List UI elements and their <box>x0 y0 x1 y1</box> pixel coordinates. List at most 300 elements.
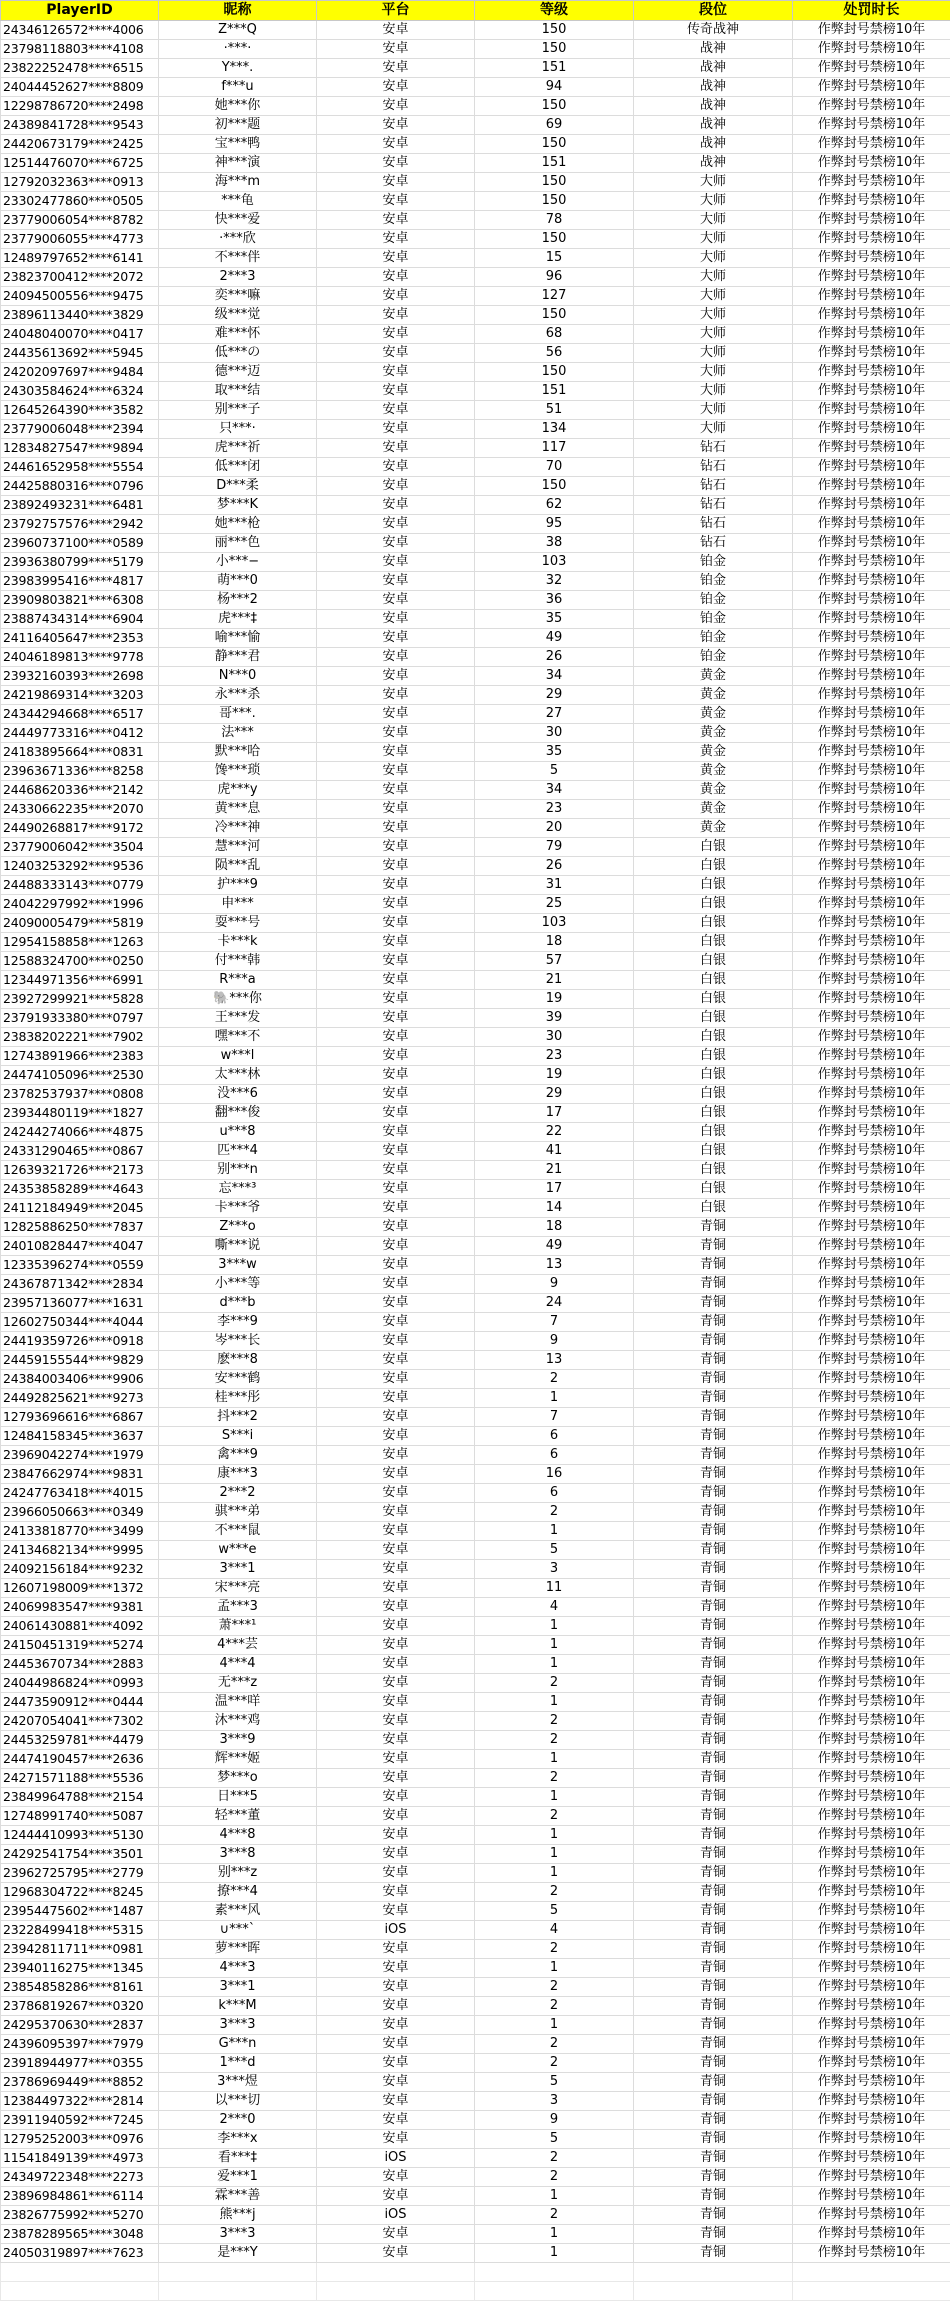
platform-cell[interactable]: 安卓 <box>317 135 475 154</box>
player-id-cell[interactable]: 24474105096****2530 <box>1 1066 159 1085</box>
level-cell[interactable]: 2 <box>475 1503 634 1522</box>
level-cell[interactable]: 150 <box>475 477 634 496</box>
level-cell[interactable]: 5 <box>475 2130 634 2149</box>
level-cell[interactable]: 23 <box>475 800 634 819</box>
player-id-cell[interactable]: 12403253292****9536 <box>1 857 159 876</box>
level-cell[interactable]: 25 <box>475 895 634 914</box>
platform-cell[interactable]: 安卓 <box>317 325 475 344</box>
nickname-cell[interactable]: 看***‡ <box>159 2149 317 2168</box>
player-id-cell[interactable]: 24353858289****4643 <box>1 1180 159 1199</box>
platform-cell[interactable]: iOS <box>317 2149 475 2168</box>
platform-cell[interactable]: 安卓 <box>317 1940 475 1959</box>
penalty-cell[interactable]: 作弊封号禁榜10年 <box>793 1788 950 1807</box>
nickname-cell[interactable]: 王***发 <box>159 1009 317 1028</box>
platform-cell[interactable]: 安卓 <box>317 268 475 287</box>
empty-cell[interactable] <box>793 2263 950 2282</box>
penalty-cell[interactable]: 作弊封号禁榜10年 <box>793 952 950 971</box>
rank-cell[interactable]: 黄金 <box>634 705 793 724</box>
platform-cell[interactable]: 安卓 <box>317 1294 475 1313</box>
nickname-cell[interactable]: 3***3 <box>159 2225 317 2244</box>
level-cell[interactable]: 1 <box>475 1617 634 1636</box>
nickname-cell[interactable]: 3***1 <box>159 1978 317 1997</box>
player-id-cell[interactable]: 24331290465****0867 <box>1 1142 159 1161</box>
penalty-cell[interactable]: 作弊封号禁榜10年 <box>793 2225 950 2244</box>
nickname-cell[interactable]: 丽***色 <box>159 534 317 553</box>
platform-cell[interactable]: 安卓 <box>317 192 475 211</box>
rank-cell[interactable]: 战神 <box>634 116 793 135</box>
rank-cell[interactable]: 青铜 <box>634 1275 793 1294</box>
platform-cell[interactable]: 安卓 <box>317 1769 475 1788</box>
platform-cell[interactable]: 安卓 <box>317 629 475 648</box>
platform-cell[interactable]: 安卓 <box>317 458 475 477</box>
level-cell[interactable]: 79 <box>475 838 634 857</box>
platform-cell[interactable]: 安卓 <box>317 477 475 496</box>
level-cell[interactable]: 9 <box>475 2111 634 2130</box>
player-id-cell[interactable]: 24207054041****7302 <box>1 1712 159 1731</box>
level-cell[interactable]: 1 <box>475 1693 634 1712</box>
rank-cell[interactable]: 青铜 <box>634 1940 793 1959</box>
player-id-cell[interactable]: 24389841728****9543 <box>1 116 159 135</box>
platform-cell[interactable]: 安卓 <box>317 211 475 230</box>
player-id-cell[interactable]: 24492825621****9273 <box>1 1389 159 1408</box>
penalty-cell[interactable]: 作弊封号禁榜10年 <box>793 1256 950 1275</box>
nickname-cell[interactable]: 桂***彤 <box>159 1389 317 1408</box>
level-cell[interactable]: 70 <box>475 458 634 477</box>
platform-cell[interactable]: 安卓 <box>317 1161 475 1180</box>
player-id-cell[interactable]: 24271571188****5536 <box>1 1769 159 1788</box>
level-cell[interactable]: 2 <box>475 1731 634 1750</box>
nickname-cell[interactable]: 岑***长 <box>159 1332 317 1351</box>
rank-cell[interactable]: 大师 <box>634 420 793 439</box>
nickname-cell[interactable]: u***8 <box>159 1123 317 1142</box>
nickname-cell[interactable]: 4***芸 <box>159 1636 317 1655</box>
penalty-cell[interactable]: 作弊封号禁榜10年 <box>793 648 950 667</box>
level-cell[interactable]: 150 <box>475 363 634 382</box>
penalty-cell[interactable]: 作弊封号禁榜10年 <box>793 1598 950 1617</box>
player-id-cell[interactable]: 24367871342****2834 <box>1 1275 159 1294</box>
level-cell[interactable]: 30 <box>475 724 634 743</box>
player-id-cell[interactable]: 23782537937****0808 <box>1 1085 159 1104</box>
player-id-cell[interactable]: 24094500556****9475 <box>1 287 159 306</box>
penalty-cell[interactable]: 作弊封号禁榜10年 <box>793 572 950 591</box>
rank-cell[interactable]: 大师 <box>634 173 793 192</box>
penalty-cell[interactable]: 作弊封号禁榜10年 <box>793 1484 950 1503</box>
rank-cell[interactable]: 白银 <box>634 1180 793 1199</box>
penalty-cell[interactable]: 作弊封号禁榜10年 <box>793 211 950 230</box>
player-id-cell[interactable]: 24488333143****0779 <box>1 876 159 895</box>
nickname-cell[interactable]: 梦***o <box>159 1769 317 1788</box>
player-id-cell[interactable]: 24219869314****3203 <box>1 686 159 705</box>
rank-cell[interactable]: 大师 <box>634 325 793 344</box>
rank-cell[interactable]: 青铜 <box>634 1560 793 1579</box>
rank-cell[interactable]: 青铜 <box>634 1712 793 1731</box>
penalty-cell[interactable]: 作弊封号禁榜10年 <box>793 819 950 838</box>
player-id-cell[interactable]: 23838202221****7902 <box>1 1028 159 1047</box>
nickname-cell[interactable]: 冷***神 <box>159 819 317 838</box>
player-id-cell[interactable]: 24349722348****2273 <box>1 2168 159 2187</box>
player-id-cell[interactable]: 23940116275****1345 <box>1 1959 159 1978</box>
player-id-cell[interactable]: 23936380799****5179 <box>1 553 159 572</box>
platform-cell[interactable]: 安卓 <box>317 781 475 800</box>
rank-cell[interactable]: 青铜 <box>634 1807 793 1826</box>
penalty-cell[interactable]: 作弊封号禁榜10年 <box>793 496 950 515</box>
player-id-cell[interactable]: 12968304722****8245 <box>1 1883 159 1902</box>
rank-cell[interactable]: 青铜 <box>634 1256 793 1275</box>
penalty-cell[interactable]: 作弊封号禁榜10年 <box>793 2187 950 2206</box>
platform-cell[interactable]: 安卓 <box>317 439 475 458</box>
level-cell[interactable]: 15 <box>475 249 634 268</box>
rank-cell[interactable]: 铂金 <box>634 648 793 667</box>
player-id-cell[interactable]: 24344294668****6517 <box>1 705 159 724</box>
nickname-cell[interactable]: 康***3 <box>159 1465 317 1484</box>
platform-cell[interactable]: 安卓 <box>317 116 475 135</box>
nickname-cell[interactable]: 难***怀 <box>159 325 317 344</box>
nickname-cell[interactable]: 2***2 <box>159 1484 317 1503</box>
rank-cell[interactable]: 青铜 <box>634 1218 793 1237</box>
rank-cell[interactable]: 黄金 <box>634 686 793 705</box>
rank-cell[interactable]: 大师 <box>634 287 793 306</box>
penalty-cell[interactable]: 作弊封号禁榜10年 <box>793 21 950 40</box>
player-id-cell[interactable]: 23847662974****9831 <box>1 1465 159 1484</box>
rank-cell[interactable]: 钻石 <box>634 477 793 496</box>
nickname-cell[interactable]: 护***9 <box>159 876 317 895</box>
nickname-cell[interactable]: 3***9 <box>159 1731 317 1750</box>
platform-cell[interactable]: 安卓 <box>317 1123 475 1142</box>
penalty-cell[interactable]: 作弊封号禁榜10年 <box>793 401 950 420</box>
nickname-cell[interactable]: 嘿***不 <box>159 1028 317 1047</box>
platform-cell[interactable]: 安卓 <box>317 1598 475 1617</box>
penalty-cell[interactable]: 作弊封号禁榜10年 <box>793 553 950 572</box>
nickname-cell[interactable]: 萌***0 <box>159 572 317 591</box>
level-cell[interactable]: 20 <box>475 819 634 838</box>
player-id-cell[interactable]: 23826775992****5270 <box>1 2206 159 2225</box>
level-cell[interactable]: 150 <box>475 306 634 325</box>
nickname-cell[interactable]: D***柔 <box>159 477 317 496</box>
player-id-cell[interactable]: 23779006042****3504 <box>1 838 159 857</box>
player-id-cell[interactable]: 23302477860****0505 <box>1 192 159 211</box>
rank-cell[interactable]: 战神 <box>634 154 793 173</box>
nickname-cell[interactable]: 3***煜 <box>159 2073 317 2092</box>
penalty-cell[interactable]: 作弊封号禁榜10年 <box>793 1902 950 1921</box>
level-cell[interactable]: 95 <box>475 515 634 534</box>
player-id-cell[interactable]: 24044986824****0993 <box>1 1674 159 1693</box>
rank-cell[interactable]: 青铜 <box>634 2225 793 2244</box>
nickname-cell[interactable]: 默***哈 <box>159 743 317 762</box>
rank-cell[interactable]: 白银 <box>634 1028 793 1047</box>
platform-cell[interactable]: 安卓 <box>317 895 475 914</box>
nickname-cell[interactable]: 骐***弟 <box>159 1503 317 1522</box>
empty-cell[interactable] <box>1 2263 159 2282</box>
penalty-cell[interactable]: 作弊封号禁榜10年 <box>793 1218 950 1237</box>
penalty-cell[interactable]: 作弊封号禁榜10年 <box>793 1921 950 1940</box>
player-id-cell[interactable]: 12743891966****2383 <box>1 1047 159 1066</box>
platform-cell[interactable]: 安卓 <box>317 686 475 705</box>
rank-cell[interactable]: 青铜 <box>634 1332 793 1351</box>
level-cell[interactable]: 2 <box>475 2168 634 2187</box>
player-id-cell[interactable]: 24303584624****6324 <box>1 382 159 401</box>
platform-cell[interactable]: 安卓 <box>317 2092 475 2111</box>
platform-cell[interactable]: 安卓 <box>317 1693 475 1712</box>
rank-cell[interactable]: 青铜 <box>634 1465 793 1484</box>
player-id-cell[interactable]: 24346126572****4006 <box>1 21 159 40</box>
level-cell[interactable]: 1 <box>475 1522 634 1541</box>
player-id-cell[interactable]: 23957136077****1631 <box>1 1294 159 1313</box>
nickname-cell[interactable]: S***i <box>159 1427 317 1446</box>
nickname-cell[interactable]: 4***3 <box>159 1959 317 1978</box>
level-cell[interactable]: 5 <box>475 762 634 781</box>
penalty-cell[interactable]: 作弊封号禁榜10年 <box>793 1351 950 1370</box>
level-cell[interactable]: 1 <box>475 1636 634 1655</box>
platform-cell[interactable]: 安卓 <box>317 154 475 173</box>
penalty-cell[interactable]: 作弊封号禁榜10年 <box>793 1674 950 1693</box>
penalty-cell[interactable]: 作弊封号禁榜10年 <box>793 838 950 857</box>
level-cell[interactable]: 69 <box>475 116 634 135</box>
platform-cell[interactable]: 安卓 <box>317 1978 475 1997</box>
rank-cell[interactable]: 青铜 <box>634 1769 793 1788</box>
level-cell[interactable]: 1 <box>475 1788 634 1807</box>
nickname-cell[interactable]: 杨***2 <box>159 591 317 610</box>
level-cell[interactable]: 13 <box>475 1256 634 1275</box>
level-cell[interactable]: 35 <box>475 743 634 762</box>
player-id-cell[interactable]: 24112184949****2045 <box>1 1199 159 1218</box>
nickname-cell[interactable]: 4***8 <box>159 1826 317 1845</box>
rank-cell[interactable]: 白银 <box>634 952 793 971</box>
nickname-cell[interactable]: 卡***爷 <box>159 1199 317 1218</box>
level-cell[interactable]: 5 <box>475 1902 634 1921</box>
platform-cell[interactable]: 安卓 <box>317 1047 475 1066</box>
nickname-cell[interactable]: 只***· <box>159 420 317 439</box>
player-id-cell[interactable]: 23962725795****2779 <box>1 1864 159 1883</box>
penalty-cell[interactable]: 作弊封号禁榜10年 <box>793 344 950 363</box>
platform-cell[interactable]: 安卓 <box>317 306 475 325</box>
player-id-cell[interactable]: 24092156184****9232 <box>1 1560 159 1579</box>
penalty-cell[interactable]: 作弊封号禁榜10年 <box>793 933 950 952</box>
rank-cell[interactable]: 青铜 <box>634 1427 793 1446</box>
player-id-cell[interactable]: 23228499418****5315 <box>1 1921 159 1940</box>
nickname-cell[interactable]: 🐘***你 <box>159 990 317 1009</box>
player-id-cell[interactable]: 23878289565****3048 <box>1 2225 159 2244</box>
platform-cell[interactable]: 安卓 <box>317 2168 475 2187</box>
penalty-cell[interactable]: 作弊封号禁榜10年 <box>793 1104 950 1123</box>
level-cell[interactable]: 4 <box>475 1598 634 1617</box>
platform-cell[interactable]: 安卓 <box>317 1009 475 1028</box>
rank-cell[interactable]: 白银 <box>634 971 793 990</box>
platform-cell[interactable]: 安卓 <box>317 1997 475 2016</box>
level-cell[interactable]: 14 <box>475 1199 634 1218</box>
penalty-cell[interactable]: 作弊封号禁榜10年 <box>793 1427 950 1446</box>
rank-cell[interactable]: 白银 <box>634 990 793 1009</box>
platform-cell[interactable]: 安卓 <box>317 1237 475 1256</box>
platform-cell[interactable]: 安卓 <box>317 2054 475 2073</box>
level-cell[interactable]: 2 <box>475 1674 634 1693</box>
penalty-cell[interactable]: 作弊封号禁榜10年 <box>793 382 950 401</box>
player-id-cell[interactable]: 24044452627****8809 <box>1 78 159 97</box>
platform-cell[interactable]: 安卓 <box>317 1446 475 1465</box>
nickname-cell[interactable]: 申*** <box>159 895 317 914</box>
player-id-cell[interactable]: 12489797652****6141 <box>1 249 159 268</box>
penalty-cell[interactable]: 作弊封号禁榜10年 <box>793 610 950 629</box>
nickname-cell[interactable]: 慧***河 <box>159 838 317 857</box>
level-cell[interactable]: 24 <box>475 1294 634 1313</box>
level-cell[interactable]: 1 <box>475 1389 634 1408</box>
platform-cell[interactable]: 安卓 <box>317 857 475 876</box>
rank-cell[interactable]: 传奇战神 <box>634 21 793 40</box>
penalty-cell[interactable]: 作弊封号禁榜10年 <box>793 1864 950 1883</box>
penalty-cell[interactable]: 作弊封号禁榜10年 <box>793 439 950 458</box>
penalty-cell[interactable]: 作弊封号禁榜10年 <box>793 2016 950 2035</box>
player-id-cell[interactable]: 23896984861****6114 <box>1 2187 159 2206</box>
level-cell[interactable]: 34 <box>475 781 634 800</box>
player-id-cell[interactable]: 24295370630****2837 <box>1 2016 159 2035</box>
level-cell[interactable]: 68 <box>475 325 634 344</box>
penalty-cell[interactable]: 作弊封号禁榜10年 <box>793 534 950 553</box>
rank-cell[interactable]: 铂金 <box>634 610 793 629</box>
platform-cell[interactable]: 安卓 <box>317 97 475 116</box>
nickname-cell[interactable]: 3***8 <box>159 1845 317 1864</box>
platform-cell[interactable]: 安卓 <box>317 515 475 534</box>
nickname-cell[interactable]: 3***1 <box>159 1560 317 1579</box>
level-cell[interactable]: 19 <box>475 1066 634 1085</box>
rank-cell[interactable]: 大师 <box>634 230 793 249</box>
platform-cell[interactable]: 安卓 <box>317 1066 475 1085</box>
nickname-cell[interactable]: 孟***3 <box>159 1598 317 1617</box>
player-id-cell[interactable]: 23942811711****0981 <box>1 1940 159 1959</box>
player-id-cell[interactable]: 23779006054****8782 <box>1 211 159 230</box>
level-cell[interactable]: 27 <box>475 705 634 724</box>
empty-cell[interactable] <box>634 2263 793 2282</box>
platform-cell[interactable]: 安卓 <box>317 1370 475 1389</box>
penalty-cell[interactable]: 作弊封号禁榜10年 <box>793 1712 950 1731</box>
penalty-cell[interactable]: 作弊封号禁榜10年 <box>793 40 950 59</box>
platform-cell[interactable]: 安卓 <box>317 249 475 268</box>
penalty-cell[interactable]: 作弊封号禁榜10年 <box>793 1769 950 1788</box>
nickname-cell[interactable]: 小***− <box>159 553 317 572</box>
platform-cell[interactable]: 安卓 <box>317 1579 475 1598</box>
rank-cell[interactable]: 黄金 <box>634 667 793 686</box>
platform-cell[interactable]: 安卓 <box>317 1427 475 1446</box>
level-cell[interactable]: 150 <box>475 230 634 249</box>
level-cell[interactable]: 56 <box>475 344 634 363</box>
rank-cell[interactable]: 青铜 <box>634 1636 793 1655</box>
player-id-cell[interactable]: 12954158858****1263 <box>1 933 159 952</box>
nickname-cell[interactable]: f***u <box>159 78 317 97</box>
player-id-cell[interactable]: 12344971356****6991 <box>1 971 159 990</box>
level-cell[interactable]: 7 <box>475 1313 634 1332</box>
level-cell[interactable]: 2 <box>475 1940 634 1959</box>
rank-cell[interactable]: 白银 <box>634 1104 793 1123</box>
platform-cell[interactable]: 安卓 <box>317 1522 475 1541</box>
platform-cell[interactable]: 安卓 <box>317 2225 475 2244</box>
player-id-cell[interactable]: 24461652958****5554 <box>1 458 159 477</box>
nickname-cell[interactable]: 馋***琐 <box>159 762 317 781</box>
level-cell[interactable]: 6 <box>475 1446 634 1465</box>
rank-cell[interactable]: 青铜 <box>634 1655 793 1674</box>
penalty-cell[interactable]: 作弊封号禁榜10年 <box>793 1959 950 1978</box>
rank-cell[interactable]: 青铜 <box>634 1446 793 1465</box>
nickname-cell[interactable]: 轻***董 <box>159 1807 317 1826</box>
platform-cell[interactable]: 安卓 <box>317 1389 475 1408</box>
platform-cell[interactable]: 安卓 <box>317 1826 475 1845</box>
penalty-cell[interactable]: 作弊封号禁榜10年 <box>793 2054 950 2073</box>
nickname-cell[interactable]: 取***结 <box>159 382 317 401</box>
level-cell[interactable]: 57 <box>475 952 634 971</box>
penalty-cell[interactable]: 作弊封号禁榜10年 <box>793 2206 950 2225</box>
nickname-cell[interactable]: ·***· <box>159 40 317 59</box>
level-cell[interactable]: 150 <box>475 97 634 116</box>
rank-cell[interactable]: 青铜 <box>634 2016 793 2035</box>
platform-cell[interactable]: 安卓 <box>317 1256 475 1275</box>
level-cell[interactable]: 151 <box>475 154 634 173</box>
penalty-cell[interactable]: 作弊封号禁榜10年 <box>793 971 950 990</box>
rank-cell[interactable]: 青铜 <box>634 1370 793 1389</box>
rank-cell[interactable]: 青铜 <box>634 2244 793 2263</box>
nickname-cell[interactable]: 不***伴 <box>159 249 317 268</box>
rank-cell[interactable]: 白银 <box>634 1142 793 1161</box>
level-cell[interactable]: 3 <box>475 2092 634 2111</box>
level-cell[interactable]: 6 <box>475 1484 634 1503</box>
player-id-cell[interactable]: 23887434314****6904 <box>1 610 159 629</box>
rank-cell[interactable]: 青铜 <box>634 2149 793 2168</box>
platform-cell[interactable]: iOS <box>317 1921 475 1940</box>
level-cell[interactable]: 94 <box>475 78 634 97</box>
rank-cell[interactable]: 白银 <box>634 914 793 933</box>
penalty-cell[interactable]: 作弊封号禁榜10年 <box>793 1199 950 1218</box>
rank-cell[interactable]: 铂金 <box>634 591 793 610</box>
rank-cell[interactable]: 白银 <box>634 933 793 952</box>
player-id-cell[interactable]: 12444410993****5130 <box>1 1826 159 1845</box>
player-id-cell[interactable]: 24468620336****2142 <box>1 781 159 800</box>
rank-cell[interactable]: 战神 <box>634 135 793 154</box>
platform-cell[interactable]: 安卓 <box>317 420 475 439</box>
rank-cell[interactable]: 大师 <box>634 211 793 230</box>
level-cell[interactable]: 2 <box>475 2206 634 2225</box>
player-id-cell[interactable]: 23954475602****1487 <box>1 1902 159 1921</box>
nickname-cell[interactable]: 奕***嘛 <box>159 287 317 306</box>
rank-cell[interactable]: 青铜 <box>634 1864 793 1883</box>
penalty-cell[interactable]: 作弊封号禁榜10年 <box>793 762 950 781</box>
penalty-cell[interactable]: 作弊封号禁榜10年 <box>793 1579 950 1598</box>
empty-cell[interactable] <box>159 2263 317 2282</box>
rank-cell[interactable]: 钻石 <box>634 439 793 458</box>
level-cell[interactable]: 38 <box>475 534 634 553</box>
rank-cell[interactable]: 铂金 <box>634 553 793 572</box>
player-id-cell[interactable]: 24292541754****3501 <box>1 1845 159 1864</box>
player-id-cell[interactable]: 24046189813****9778 <box>1 648 159 667</box>
level-cell[interactable]: 26 <box>475 648 634 667</box>
rank-cell[interactable]: 大师 <box>634 268 793 287</box>
rank-cell[interactable]: 青铜 <box>634 1503 793 1522</box>
header-player-id[interactable]: PlayerID <box>1 1 159 21</box>
penalty-cell[interactable]: 作弊封号禁榜10年 <box>793 629 950 648</box>
nickname-cell[interactable]: G***n <box>159 2035 317 2054</box>
nickname-cell[interactable]: 级***觉 <box>159 306 317 325</box>
nickname-cell[interactable]: 陨***乱 <box>159 857 317 876</box>
rank-cell[interactable]: 青铜 <box>634 1294 793 1313</box>
rank-cell[interactable]: 青铜 <box>634 1674 793 1693</box>
platform-cell[interactable]: 安卓 <box>317 1028 475 1047</box>
level-cell[interactable]: 2 <box>475 2149 634 2168</box>
nickname-cell[interactable]: 卡***k <box>159 933 317 952</box>
nickname-cell[interactable]: 素***风 <box>159 1902 317 1921</box>
nickname-cell[interactable]: 低***闭 <box>159 458 317 477</box>
rank-cell[interactable]: 青铜 <box>634 2073 793 2092</box>
player-id-cell[interactable]: 24459155544****9829 <box>1 1351 159 1370</box>
penalty-cell[interactable]: 作弊封号禁榜10年 <box>793 1085 950 1104</box>
platform-cell[interactable]: 安卓 <box>317 1142 475 1161</box>
platform-cell[interactable]: 安卓 <box>317 819 475 838</box>
platform-cell[interactable]: 安卓 <box>317 1883 475 1902</box>
player-id-cell[interactable]: 24247763418****4015 <box>1 1484 159 1503</box>
